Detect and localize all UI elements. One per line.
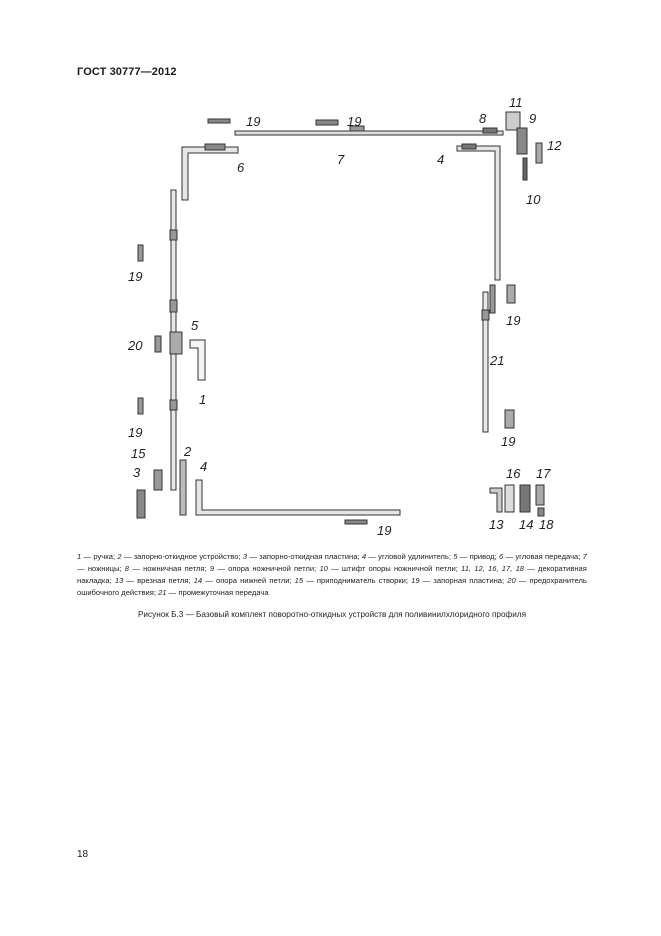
hinge-support-9 — [517, 128, 527, 154]
left-rod-keeper-b — [170, 300, 177, 312]
safety-device-20 — [155, 336, 161, 352]
label-9: 9 — [529, 111, 537, 126]
tilt-lock-plate — [154, 470, 162, 490]
legend-entry: 6 — угловая передача; — [498, 552, 583, 561]
hinge-pin-10 — [523, 158, 527, 180]
corner-drive-top-left — [182, 147, 238, 200]
right-rod-keeper — [482, 310, 489, 320]
standard-header: ГОСТ 30777—2012 — [77, 66, 177, 78]
legend-entry: 13 — врезная петля; — [114, 576, 194, 585]
figure-caption: Рисунок Б.3 — Базовый комплект поворотно-откидных устройств для поливинилхлоридного профиля — [137, 610, 527, 619]
label-19-bottom: 19 — [377, 523, 392, 538]
label-6: 6 — [237, 160, 245, 175]
scissor-hinge-part — [483, 128, 497, 133]
drive-gear — [170, 332, 182, 354]
decor-cover-17 — [536, 485, 544, 505]
bottom-keeper — [345, 520, 367, 524]
label-12: 12 — [547, 138, 562, 153]
label-15: 15 — [131, 446, 146, 461]
page-number: 18 — [77, 849, 89, 860]
legend-entry: 9 — опора ножничной петли; — [209, 564, 320, 573]
label-2: 2 — [184, 444, 192, 459]
corner-drive-fitting — [205, 144, 225, 150]
left-rod-keeper-c — [170, 400, 177, 410]
label-1: 1 — [199, 392, 207, 407]
legend-entry: 1 — ручка; — [77, 552, 118, 561]
decor-cover-11 — [506, 112, 520, 130]
label-17: 17 — [536, 466, 551, 481]
label-19-right-a: 19 — [506, 313, 521, 328]
label-16: 16 — [506, 466, 521, 481]
legend-entry: 19 — запорная пластина; — [411, 576, 508, 585]
top-keeper-b — [316, 120, 338, 125]
label-20: 20 — [128, 338, 143, 353]
label-19-top-a: 19 — [246, 114, 261, 129]
label-7: 7 — [337, 152, 345, 167]
label-19-left-a: 19 — [128, 269, 143, 284]
label-19-top-b: 19 — [347, 114, 362, 129]
label-21: 21 — [490, 353, 505, 368]
legend-entry: 8 — ножничная петля; — [124, 564, 210, 573]
right-keeper-b — [505, 410, 514, 428]
label-3: 3 — [133, 465, 141, 480]
figure-legend — [77, 551, 587, 599]
left-keeper-b — [138, 398, 143, 414]
decor-cover-12 — [536, 143, 542, 163]
label-4-top: 4 — [437, 152, 445, 167]
label-13: 13 — [489, 517, 504, 532]
legend-entry: 15 — приподниматель створки; — [294, 576, 412, 585]
lifter-part — [137, 490, 145, 518]
corner-extension-fitting — [462, 144, 476, 149]
bottom-hinge-support-14 — [520, 485, 530, 512]
label-10: 10 — [526, 192, 541, 207]
legend-entry: 2 — запорно-откидное устройство; — [117, 552, 243, 561]
legend-entry: 11, 12, 16, 17, 18 — декоративная накладка; — [77, 564, 587, 585]
top-keeper-a — [208, 119, 230, 123]
left-keeper-a — [138, 245, 143, 261]
legend-entry: 20 — предохранитель ошибочного действия; — [77, 576, 587, 597]
tilt-lock-device — [180, 460, 186, 515]
legend-entry: 4 — угловой удлинитель; — [361, 552, 454, 561]
legend-entry: 7 — ножницы; — [77, 552, 587, 573]
right-keeper-a — [507, 285, 515, 303]
right-rod-upper-part — [490, 285, 495, 313]
legend-entry: 14 — опора нижней петли; — [193, 576, 295, 585]
legend-entry: 10 — штифт опоры ножничной петли; — [319, 564, 462, 573]
left-rod-keeper-a — [170, 230, 177, 240]
label-18: 18 — [539, 517, 554, 532]
label-11: 11 — [509, 95, 523, 110]
handle-drawing — [190, 340, 205, 380]
label-14: 14 — [519, 517, 534, 532]
mortise-hinge-13 — [490, 488, 502, 512]
label-4-bottom: 4 — [200, 459, 208, 474]
label-19-left-b: 19 — [128, 425, 143, 440]
label-8: 8 — [479, 111, 487, 126]
legend-entry: 21 — промежуточная передача — [158, 588, 269, 597]
decor-cover-18 — [538, 508, 544, 516]
corner-extension-top-right — [457, 146, 500, 280]
scissors-bar — [235, 131, 503, 135]
legend-entry: 5 — привод; — [453, 552, 499, 561]
label-5: 5 — [191, 318, 199, 333]
label-19-right-b: 19 — [501, 434, 516, 449]
decor-cover-16 — [505, 485, 514, 512]
legend-entry: 3 — запорно-откидная пластина; — [242, 552, 362, 561]
bottom-corner-bar — [196, 480, 400, 515]
